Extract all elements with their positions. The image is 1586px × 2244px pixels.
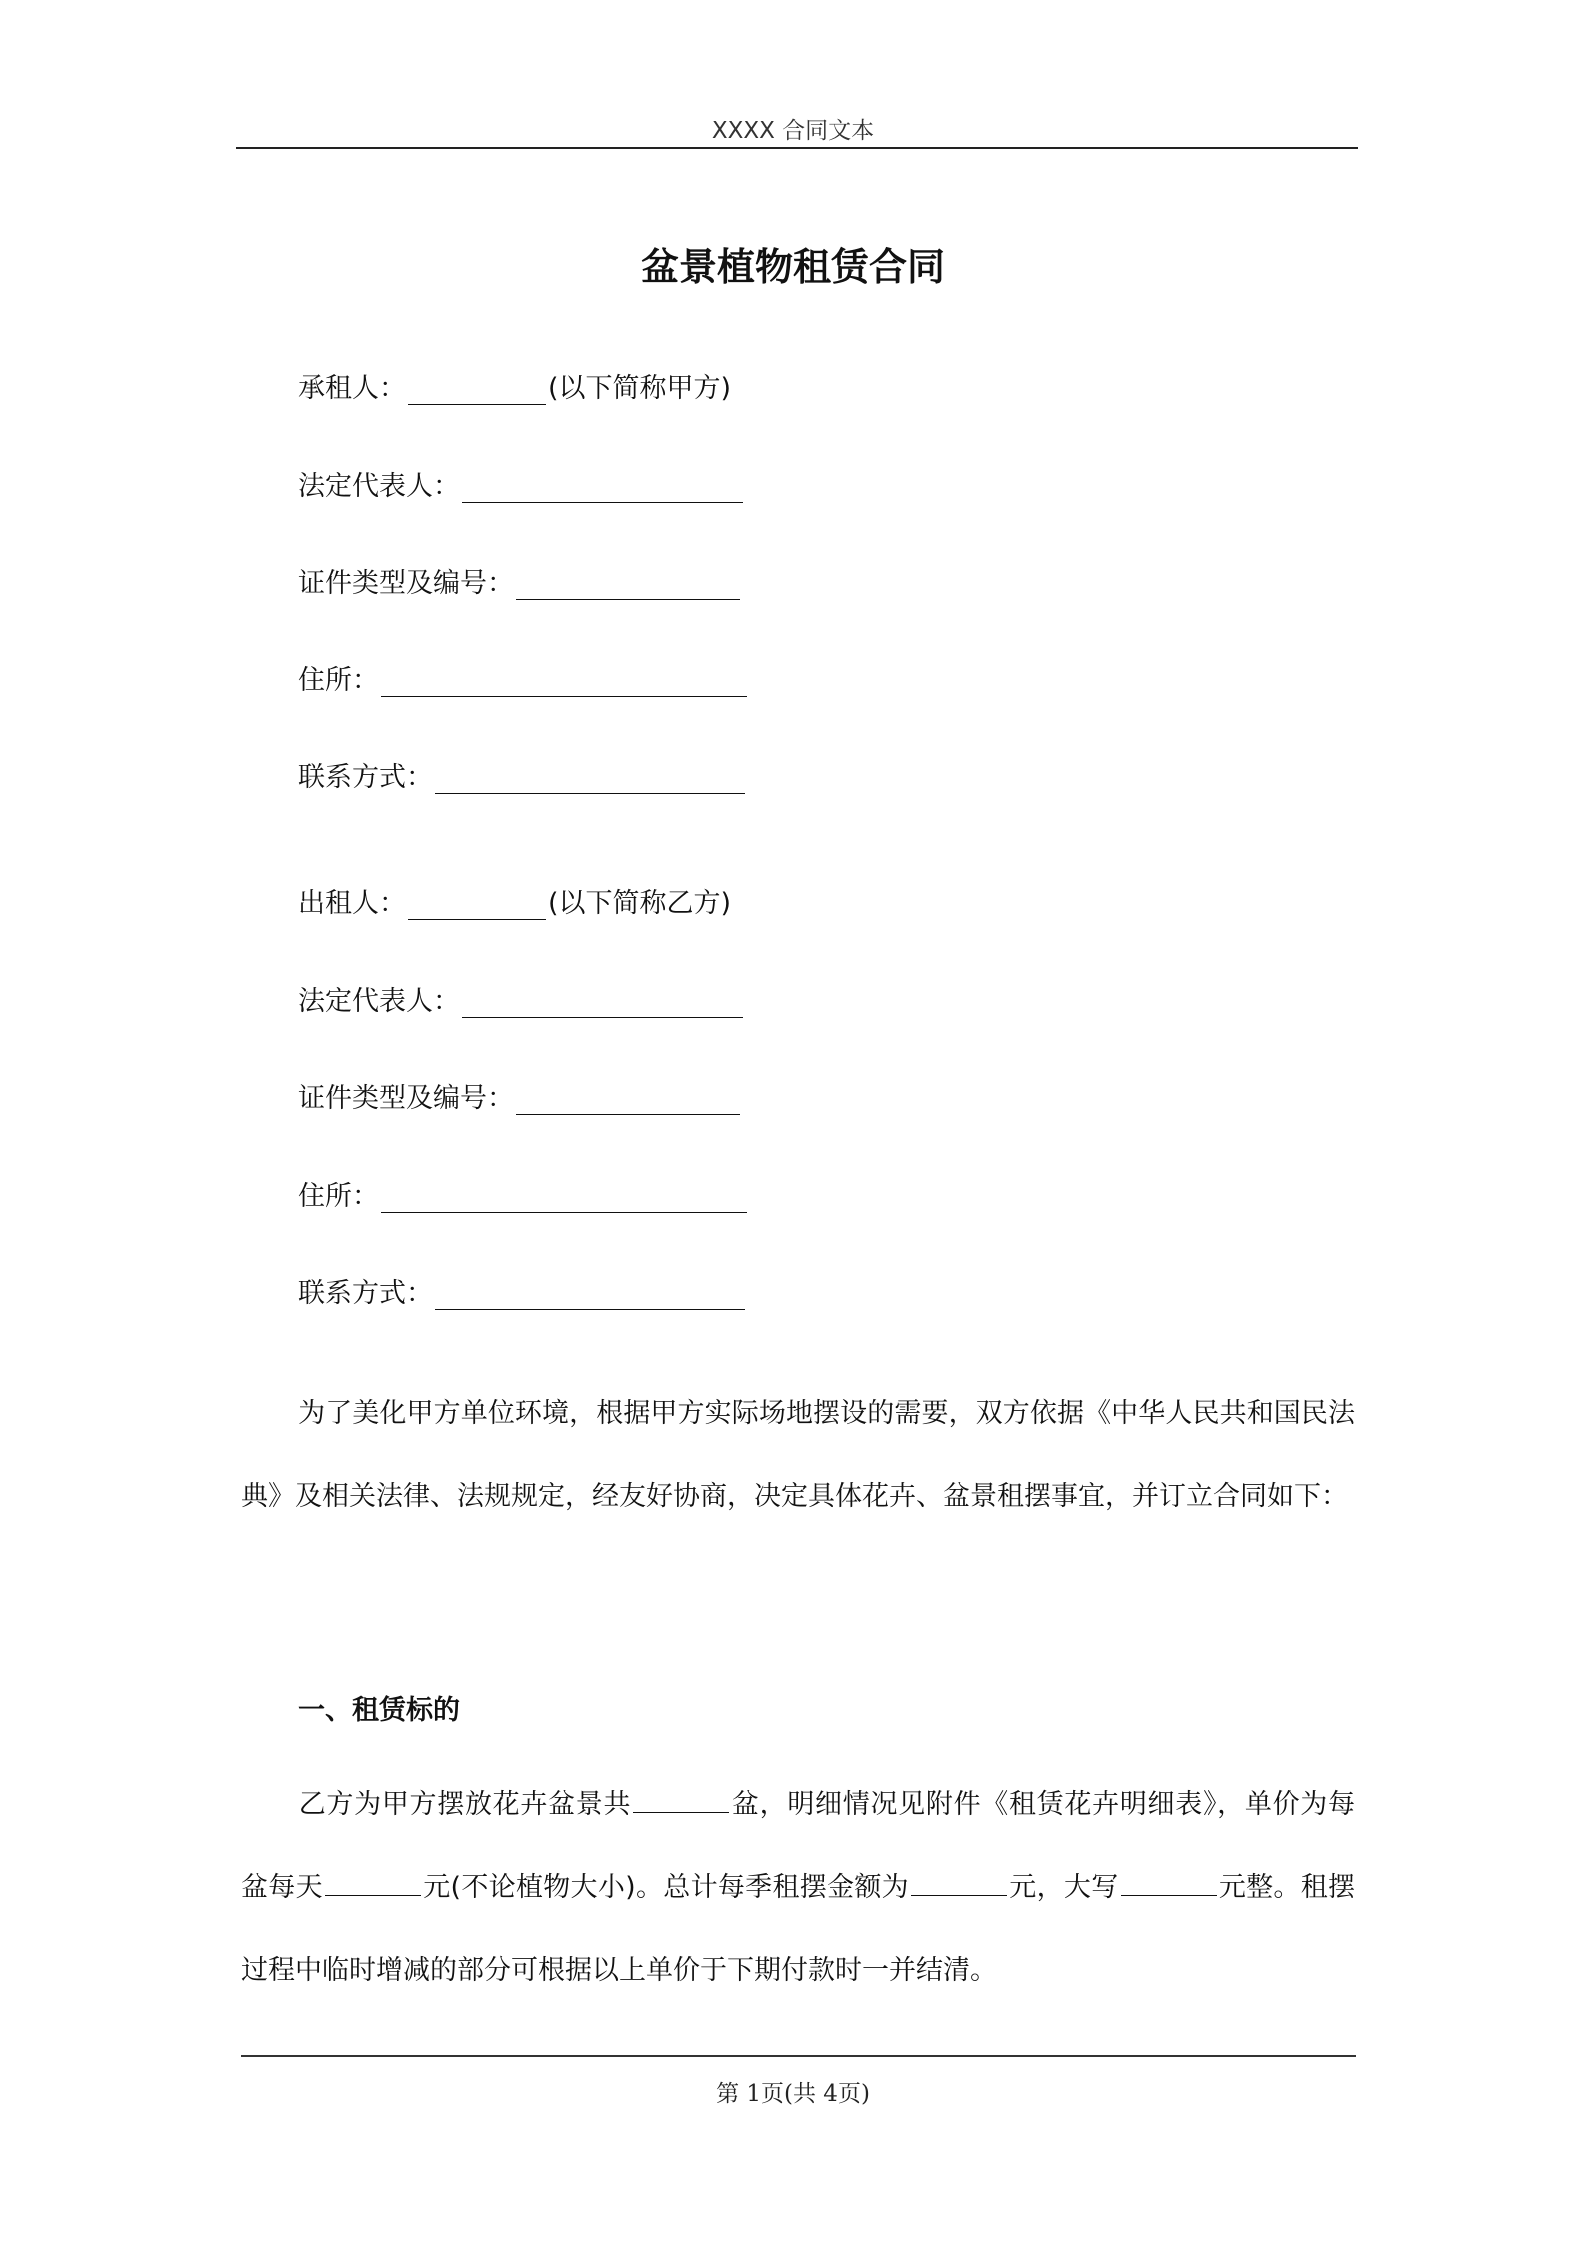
lessee-id-label: 证件类型及编号：: [298, 568, 514, 599]
section-1-text-5: 元整。租摆过程中临时增减的部分可根据以上单价于下期付款时一并结清。: [241, 1872, 1356, 1986]
lessee-rep-blank[interactable]: [462, 474, 743, 503]
amount-in-words-blank[interactable]: [1121, 1871, 1217, 1896]
lessor-rep-blank[interactable]: [462, 989, 743, 1018]
lessee-contact-blank[interactable]: [435, 765, 745, 794]
lessor-address-label: 住所：: [298, 1181, 379, 1212]
lessor-address-row: [298, 1174, 749, 1213]
pot-count-blank[interactable]: [633, 1788, 729, 1813]
lessee-name-blank[interactable]: [408, 376, 546, 405]
section-1-text-2: 盆，明细情况见附件《租赁花卉明细表》，单价为每盆每天: [241, 1789, 1356, 1903]
section-1-text-3: 元(不论植物大小)。总计每季租摆金额为: [422, 1872, 909, 1903]
lessor-contact-blank[interactable]: [435, 1281, 745, 1310]
lessee-rep-row: [298, 464, 745, 503]
lessee-address-label: 住所：: [298, 665, 379, 696]
lessor-name-row: [298, 881, 731, 920]
daily-price-blank[interactable]: [325, 1871, 421, 1896]
intro-paragraph: [241, 1372, 1355, 1538]
lessor-id-blank[interactable]: [516, 1086, 740, 1115]
lessee-name-row: [298, 366, 731, 405]
running-header: XXXX 合同文本: [711, 118, 875, 144]
lessee-name-suffix: (以下简称甲方): [548, 373, 732, 404]
section-1-text-1: 乙方为甲方摆放花卉盆景共: [298, 1789, 632, 1820]
lessee-id-blank[interactable]: [516, 571, 740, 600]
lessor-id-label: 证件类型及编号：: [298, 1083, 514, 1114]
section-1-heading: 一、租赁标的: [298, 1695, 460, 1726]
lessee-name-label: 承租人：: [298, 373, 406, 404]
lessor-name-suffix: (以下简称乙方): [548, 888, 732, 919]
intro-text: 为了美化甲方单位环境，根据甲方实际场地摆设的需要，双方依据《中华人民共和国民法典》及相关法律、法规规定，经友好协商，决定具体花卉、盆景租摆事宜，并订立合同如下：: [241, 1398, 1355, 1512]
lessor-contact-row: [298, 1271, 747, 1310]
footer-rule: [241, 2055, 1356, 2057]
lessor-rep-row: [298, 979, 745, 1018]
section-1-text-4: 元，大写: [1009, 1872, 1119, 1903]
header-rule: [236, 147, 1358, 149]
lessee-address-blank[interactable]: [381, 668, 747, 697]
lessee-rep-label: 法定代表人：: [298, 471, 460, 502]
lessor-name-label: 出租人：: [298, 888, 406, 919]
lessor-name-blank[interactable]: [408, 891, 546, 920]
lessee-address-row: [298, 658, 749, 697]
document-title: 盆景植物租赁合同: [640, 245, 945, 289]
lessor-address-blank[interactable]: [381, 1184, 747, 1213]
lessor-id-row: [298, 1076, 742, 1115]
lessor-contact-label: 联系方式：: [298, 1278, 433, 1309]
lessee-contact-row: [298, 755, 747, 794]
season-total-blank[interactable]: [911, 1871, 1007, 1896]
page-number: 第 1页(共 4页): [716, 2081, 870, 2107]
lessor-rep-label: 法定代表人：: [298, 986, 460, 1017]
section-1-paragraph: [241, 1763, 1355, 2012]
lessee-id-row: [298, 561, 742, 600]
lessee-contact-label: 联系方式：: [298, 762, 433, 793]
